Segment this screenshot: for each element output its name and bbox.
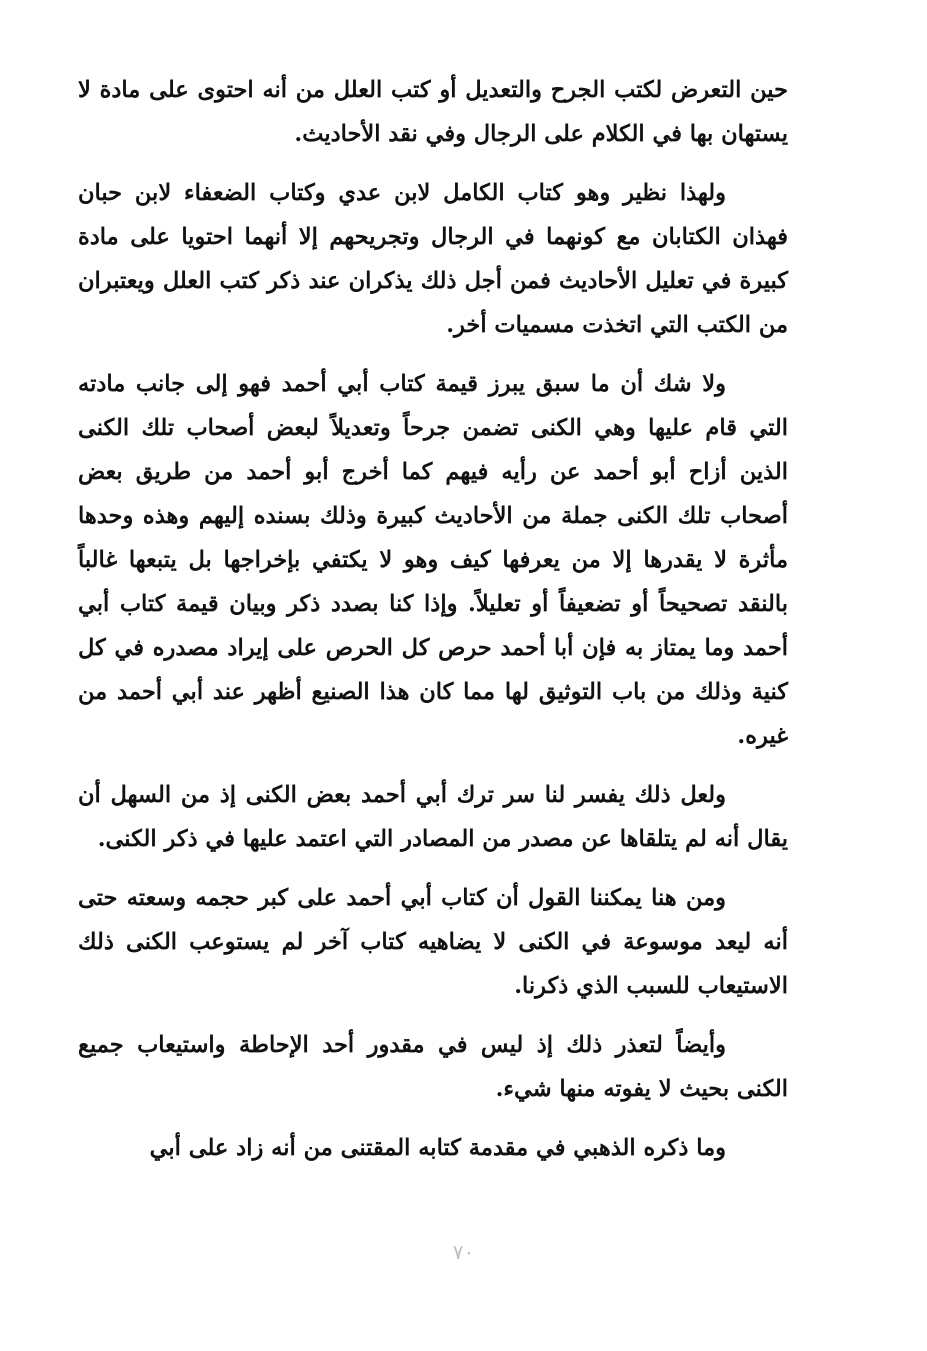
paragraph-continuation: حين التعرض لكتب الجرح والتعديل أو كتب العلل من أنه احتوى على مادة لا يستهان بها في الكلام على الرجال وفي نقد الأحاديث. (78, 77, 788, 147)
paragraph-value-of-book: ولا شك أن ما سبق يبرز قيمة كتاب أبي أحمد فهو إلى جانب مادته التي قام عليها وهي الكنى تضمن جرحاً وتعديلاً لبعض أصحاب تلك الكنى الذين أزاح أبو أحمد عن رأيه فيهم كما أخرج أبو أحمد من طريق بعض أصحاب تلك الكنى جملة من الأحاديث كبيرة وذلك بسنده إليهم وهذه وحدها مأثرة لا يقدرها إلا من يعرفها كيف وهو لا يكتفي بإخراجها بل يتبعها غالباً بالنقد تصحيحاً أو تضعيفاً أو تعليلاً. وإذا كنا بصدد ذكر وبيان قيمة كتاب أبي أحمد وما يمتاز به فإن أبا أحمد حرص كل الحرص على إيراد مصدره في كل كنية وذلك من باب التوثيق لها مما كان هذا الصنيع أظهر عند أبي أحمد من غيره. (78, 371, 788, 749)
paragraph-kamil-duafa: ولهذا نظير وهو كتاب الكامل لابن عدي وكتاب الضعفاء لابن حبان فهذان الكتابان مع كونهما في الرجال وتجريحهم إلا أنهما احتويا على مادة كبيرة في تعليل الأحاديث فمن أجل ذلك يذكران عند ذكر كتب العلل ويعتبران من الكتب التي اتخذت مسميات أخر. (78, 180, 788, 338)
paragraph-omitted-kunya: ولعل ذلك يفسر لنا سر ترك أبي أحمد بعض الكنى إذ من السهل أن يقال أنه لم يتلقاها عن مصدر من المصادر التي اعتمد عليها في ذكر الكنى. (78, 782, 788, 852)
page-number: ٧٠ (452, 1240, 475, 1264)
paragraph-encyclopedia: ومن هنا يمكننا القول أن كتاب أبي أحمد على كبر حجمه وسعته حتى أنه ليعد موسوعة في الكنى لا يضاهيه كتاب آخر لم يستوعب الكنى ذلك الاستيعاب للسبب الذي ذكرنا. (78, 885, 788, 999)
paragraph-impossibility: وأيضاً لتعذر ذلك إذ ليس في مقدور أحد الإحاطة واستيعاب جميع الكنى بحيث لا يفوته منها شيء. (78, 1032, 788, 1102)
page-body (78, 68, 788, 1185)
paragraph-dhahabi: وما ذكره الذهبي في مقدمة كتابه المقتنى من أنه زاد على أبي (149, 1135, 726, 1161)
